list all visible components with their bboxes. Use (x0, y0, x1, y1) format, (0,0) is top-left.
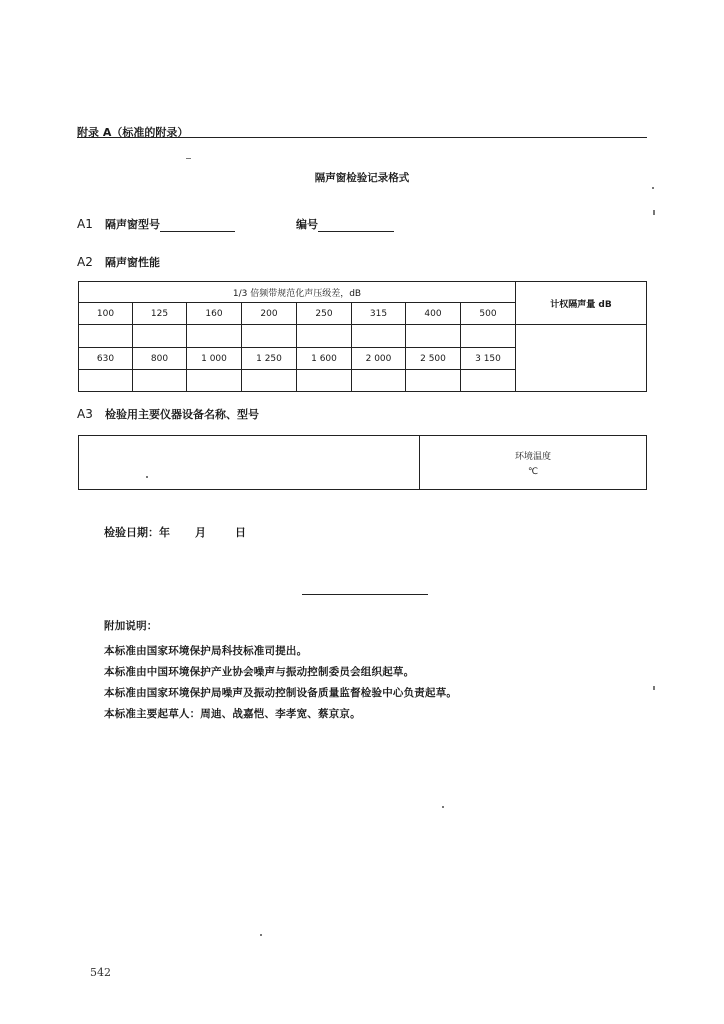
serial-field (296, 216, 394, 232)
serial-label: 编号 (296, 218, 318, 231)
value-cell (242, 325, 297, 348)
freq-cell: 1 000 (187, 348, 242, 370)
value-cell (406, 370, 461, 392)
freq-cell: 100 (79, 303, 133, 325)
weighted-header-cell: 计权隔声量 dB (516, 282, 647, 325)
scan-speck (653, 686, 655, 690)
page-number: 542 (90, 966, 111, 979)
freq-cell: 125 (133, 303, 187, 325)
freq-cell: 2 000 (352, 348, 406, 370)
instrument-table (78, 435, 647, 490)
note-line: 本标准由中国环境保护产业协会噪声与振动控制委员会组织起草。 (104, 666, 415, 678)
scan-speck (186, 158, 191, 159)
month-label: 月 (195, 526, 206, 539)
section-a3-label: 检验用主要仪器设备名称、型号 (105, 408, 259, 421)
value-cell (406, 325, 461, 348)
freq-cell: 500 (461, 303, 516, 325)
freq-cell: 250 (297, 303, 352, 325)
env-temp-unit: ℃ (527, 466, 539, 477)
header-rule (77, 137, 647, 138)
section-a1 (77, 216, 235, 232)
scan-speck (442, 806, 444, 808)
notes-heading: 附加说明： (104, 620, 158, 632)
weighted-value-cell (516, 325, 647, 392)
freq-cell: 800 (133, 348, 187, 370)
note-line: 本标准由国家环境保护局科技标准司提出。 (104, 645, 308, 657)
annex-heading: 附录 A（标准的附录） (77, 126, 189, 139)
value-cell (461, 325, 516, 348)
scan-speck (146, 476, 148, 478)
inspection-date (104, 524, 246, 540)
instrument-cell (79, 436, 420, 490)
freq-cell: 1 250 (242, 348, 297, 370)
value-cell (297, 325, 352, 348)
performance-table (78, 281, 647, 392)
freq-cell: 315 (352, 303, 406, 325)
value-cell (297, 370, 352, 392)
freq-cell: 3 150 (461, 348, 516, 370)
value-cell (79, 325, 133, 348)
freq-cell: 200 (242, 303, 297, 325)
freq-cell: 1 600 (297, 348, 352, 370)
value-cell (242, 370, 297, 392)
scan-speck (652, 187, 654, 189)
scan-speck (653, 210, 655, 215)
date-label: 检验日期： (104, 526, 159, 539)
value-cell (352, 370, 406, 392)
model-blank (160, 219, 235, 232)
freq-cell: 400 (406, 303, 461, 325)
note-line: 本标准主要起草人：周迪、战嘉恺、李孝宽、蔡京京。 (104, 708, 361, 720)
freq-cell: 2 500 (406, 348, 461, 370)
section-a2-label: 隔声窗性能 (105, 256, 160, 269)
value-cell (187, 325, 242, 348)
value-cell (461, 370, 516, 392)
section-a1-number: A1 (77, 217, 93, 231)
section-a2 (77, 254, 160, 270)
day-label: 日 (235, 526, 246, 539)
value-cell (352, 325, 406, 348)
freq-cell: 630 (79, 348, 133, 370)
section-a3-number: A3 (77, 407, 93, 421)
note-line: 本标准由国家环境保护局噪声及振动控制设备质量监督检验中心负责起草。 (104, 687, 458, 699)
environment-cell (420, 436, 647, 490)
env-temp-label: 环境温度 (514, 451, 551, 462)
value-cell (187, 370, 242, 392)
freq-cell: 160 (187, 303, 242, 325)
serial-blank (318, 219, 394, 232)
value-cell (133, 370, 187, 392)
page-title: 隔声窗检验记录格式 (314, 172, 410, 184)
value-cell (133, 325, 187, 348)
section-separator (302, 594, 428, 595)
model-label: 隔声窗型号 (105, 218, 160, 231)
section-a3 (77, 406, 259, 422)
band-header-cell: 1/3 倍频带规范化声压级差，dB (79, 282, 516, 303)
year-label: 年 (159, 526, 170, 539)
scan-speck (260, 934, 262, 936)
section-a2-number: A2 (77, 255, 93, 269)
value-cell (79, 370, 133, 392)
